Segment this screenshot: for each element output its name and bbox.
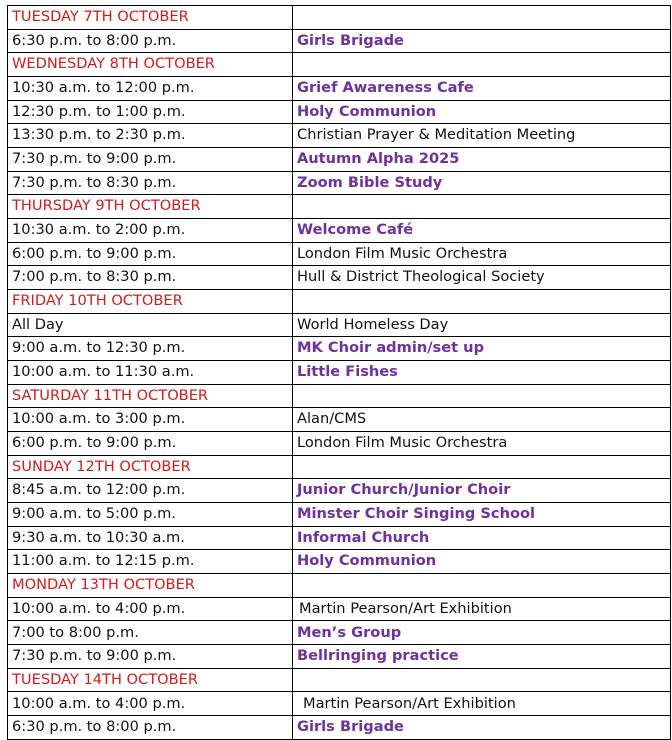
events-schedule-table	[7, 5, 671, 740]
event-row	[8, 479, 671, 503]
event-title: Welcome Café	[293, 219, 671, 243]
event-time: 7:30 p.m. to 9:00 p.m.	[8, 148, 293, 172]
day-header-row	[8, 195, 671, 219]
event-row	[8, 432, 671, 456]
event-row	[8, 171, 671, 195]
event-time: 6:30 p.m. to 8:00 p.m.	[8, 29, 293, 53]
day-label: SATURDAY 11TH OCTOBER	[8, 384, 293, 408]
event-title: Martin Pearson/Art Exhibition	[293, 597, 671, 621]
event-title: MK Choir admin/set up	[293, 337, 671, 361]
event-title: Girls Brigade	[293, 29, 671, 53]
event-time: 10:00 a.m. to 4:00 p.m.	[8, 692, 293, 716]
event-row	[8, 148, 671, 172]
event-row	[8, 124, 671, 148]
day-header-row	[8, 574, 671, 598]
day-header-empty-cell	[293, 574, 671, 598]
day-label: THURSDAY 9TH OCTOBER	[8, 195, 293, 219]
event-row	[8, 503, 671, 527]
event-time: 7:30 p.m. to 9:00 p.m.	[8, 645, 293, 669]
event-time: 7:30 p.m. to 8:30 p.m.	[8, 171, 293, 195]
day-header-empty-cell	[293, 384, 671, 408]
event-title: Hull & District Theological Society	[293, 266, 671, 290]
day-label: SUNDAY 12TH OCTOBER	[8, 455, 293, 479]
event-title: Minster Choir Singing School	[293, 503, 671, 527]
day-header-row	[8, 53, 671, 77]
event-title: London Film Music Orchestra	[293, 242, 671, 266]
event-time: 8:45 a.m. to 12:00 p.m.	[8, 479, 293, 503]
event-time: 7:00 to 8:00 p.m.	[8, 621, 293, 645]
event-time: 9:00 a.m. to 12:30 p.m.	[8, 337, 293, 361]
event-title: Little Fishes	[293, 361, 671, 385]
day-label: FRIDAY 10TH OCTOBER	[8, 290, 293, 314]
event-time: All Day	[8, 313, 293, 337]
event-row	[8, 526, 671, 550]
event-row	[8, 77, 671, 101]
event-title: Holy Communion	[293, 550, 671, 574]
day-label: WEDNESDAY 8TH OCTOBER	[8, 53, 293, 77]
event-title: World Homeless Day	[293, 313, 671, 337]
event-time: 10:30 a.m. to 12:00 p.m.	[8, 77, 293, 101]
event-row	[8, 219, 671, 243]
event-title: Grief Awareness Cafe	[293, 77, 671, 101]
event-time: 9:00 a.m. to 5:00 p.m.	[8, 503, 293, 527]
day-header-empty-cell	[293, 6, 671, 30]
event-time: 11:00 a.m. to 12:15 p.m.	[8, 550, 293, 574]
event-title: Men’s Group	[293, 621, 671, 645]
event-title: London Film Music Orchestra	[293, 432, 671, 456]
event-time: 9:30 a.m. to 10:30 a.m.	[8, 526, 293, 550]
event-row	[8, 100, 671, 124]
event-time: 10:00 a.m. to 4:00 p.m.	[8, 597, 293, 621]
event-row	[8, 597, 671, 621]
event-row	[8, 408, 671, 432]
event-row	[8, 266, 671, 290]
event-time: 10:00 a.m. to 3:00 p.m.	[8, 408, 293, 432]
schedule-body	[8, 6, 671, 740]
event-title: Christian Prayer & Meditation Meeting	[293, 124, 671, 148]
event-row	[8, 692, 671, 716]
event-title: Junior Church/Junior Choir	[293, 479, 671, 503]
event-row	[8, 716, 671, 740]
event-title: Informal Church	[293, 526, 671, 550]
event-title: Autumn Alpha 2025	[293, 148, 671, 172]
event-title: Girls Brigade	[293, 716, 671, 740]
event-row	[8, 645, 671, 669]
day-header-row	[8, 384, 671, 408]
event-row	[8, 337, 671, 361]
day-header-row	[8, 668, 671, 692]
event-time: 10:30 a.m. to 2:00 p.m.	[8, 219, 293, 243]
day-header-empty-cell	[293, 195, 671, 219]
event-time: 12:30 p.m. to 1:00 p.m.	[8, 100, 293, 124]
event-time: 6:30 p.m. to 8:00 p.m.	[8, 716, 293, 740]
event-title: Bellringing practice	[293, 645, 671, 669]
event-time: 7:00 p.m. to 8:30 p.m.	[8, 266, 293, 290]
day-header-row	[8, 455, 671, 479]
day-header-empty-cell	[293, 53, 671, 77]
day-header-row	[8, 290, 671, 314]
day-header-empty-cell	[293, 455, 671, 479]
day-header-empty-cell	[293, 668, 671, 692]
event-time: 13:30 p.m. to 2:30 p.m.	[8, 124, 293, 148]
event-row	[8, 361, 671, 385]
event-time: 6:00 p.m. to 9:00 p.m.	[8, 432, 293, 456]
event-time: 10:00 a.m. to 11:30 a.m.	[8, 361, 293, 385]
event-title: Zoom Bible Study	[293, 171, 671, 195]
event-title: Martin Pearson/Art Exhibition	[293, 692, 671, 716]
event-title: Holy Communion	[293, 100, 671, 124]
day-label: MONDAY 13TH OCTOBER	[8, 574, 293, 598]
day-header-row	[8, 6, 671, 30]
event-row	[8, 621, 671, 645]
day-label: TUESDAY 7TH OCTOBER	[8, 6, 293, 30]
day-header-empty-cell	[293, 290, 671, 314]
event-row	[8, 242, 671, 266]
event-time: 6:00 p.m. to 9:00 p.m.	[8, 242, 293, 266]
event-row	[8, 29, 671, 53]
event-title: Alan/CMS	[293, 408, 671, 432]
day-label: TUESDAY 14TH OCTOBER	[8, 668, 293, 692]
event-row	[8, 550, 671, 574]
event-row	[8, 313, 671, 337]
